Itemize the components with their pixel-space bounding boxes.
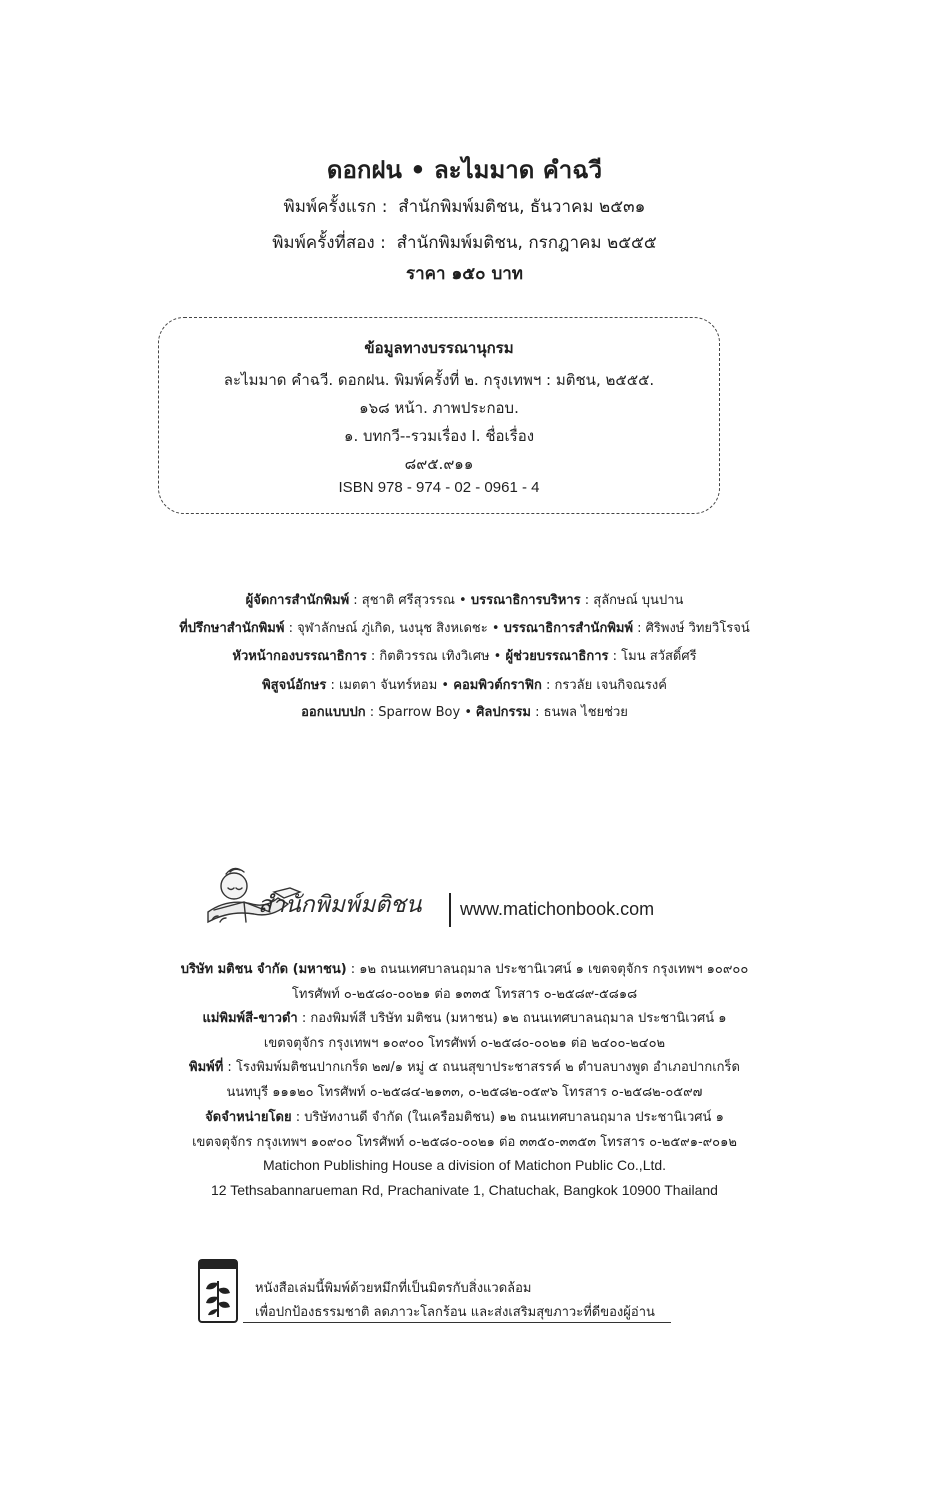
cataloging-class-number: ๘๙๕.๙๑๑ — [404, 455, 474, 473]
credit-label: ออกแบบปก — [301, 705, 366, 720]
credit-line — [0, 617, 929, 638]
distributor-text: : บริษัทงานดี จำกัด (ในเครือมติชน) ๑๒ ถนนเทศบาลนฤมาล ประชานิเวศน์ ๑ — [291, 1110, 724, 1125]
price: ราคา ๑๕๐ บาท — [405, 264, 523, 284]
cataloging-box — [158, 317, 720, 514]
credit-label: ศิลปกรรม — [476, 705, 532, 720]
website-url[interactable]: www.matichonbook.com — [460, 899, 655, 919]
first-edition-label: พิมพ์ครั้งแรก : — [283, 197, 388, 217]
distributor-contact: เขตจตุจักร กรุงเทพฯ ๑๐๙๐๐ โทรศัพท์ ๐-๒๕๘๐-๐๐๒๑ ต่อ ๓๓๕๐-๓๓๕๓ โทรสาร ๐-๒๕๙๑-๙๐๑๒ — [192, 1135, 737, 1150]
logo-script-text: สำนักพิมพ์มติชน — [258, 892, 422, 918]
credit-label: ที่ปรึกษาสำนักพิมพ์ — [179, 621, 285, 636]
isbn: ISBN 978 - 974 - 02 - 0961 - 4 — [338, 479, 540, 496]
printer-contact: นนทบุรี ๑๑๑๒๐ โทรศัพท์ ๐-๒๕๘๔-๒๑๓๓, ๐-๒๕๘๒-๐๕๙๖ โทรสาร ๐-๒๕๘๒-๐๕๙๗ — [226, 1085, 703, 1100]
credit-value: : ธนพล ไชยช่วย — [531, 705, 628, 720]
credit-value: : สุชาติ ศรีสุวรรณ • — [349, 593, 471, 608]
publisher-company-line — [0, 958, 929, 979]
cataloging-pages: ๑๖๘ หน้า. ภาพประกอบ. — [359, 399, 519, 417]
color-plate-line — [0, 1007, 929, 1028]
credit-label: ผู้ช่วยบรรณาธิการ — [505, 649, 609, 664]
first-edition-value: สำนักพิมพ์มติชน, ธันวาคม ๒๕๓๑ — [398, 197, 646, 217]
cataloging-citation: ละไมมาด คำฉวี. ดอกฝน. พิมพ์ครั้งที่ ๒. กรุงเทพฯ : มติชน, ๒๕๕๕. — [223, 371, 655, 389]
second-edition-line — [0, 229, 929, 256]
english-publisher-address: 12 Tethsabannarueman Rd, Prachanivate 1, Chatuchak, Bangkok 10900 Thailand — [211, 1182, 718, 1198]
credit-label: บรรณาธิการสำนักพิมพ์ — [503, 621, 634, 636]
credit-label: คอมพิวต์กราฟิก — [453, 678, 542, 693]
matichon-logo-icon — [200, 866, 448, 930]
eco-book-leaf-icon — [198, 1259, 238, 1323]
credit-line — [0, 674, 929, 695]
credit-line — [0, 589, 929, 610]
credit-value: : กิตติวรรณ เทิงวิเศษ • — [366, 649, 506, 664]
publisher-label: บริษัท มติชน จำกัด (มหาชน) — [180, 962, 347, 977]
logo-divider — [449, 893, 451, 927]
credit-value: : กรวลัย เจนกิจณรงค์ — [541, 678, 667, 693]
credit-value: : ศิริพงษ์ วิทยวิโรจน์ — [633, 621, 750, 636]
credit-value: : โมน สวัสดิ์ศรี — [608, 649, 697, 664]
credit-label: พิสูจน์อักษร — [262, 678, 327, 693]
credit-label: บรรณาธิการบริหาร — [470, 593, 581, 608]
credit-value: : จุฬาลักษณ์ ภู่เกิด, นงนุช สิงหเดชะ • — [284, 621, 504, 636]
color-plate-text: : กองพิมพ์สี บริษัท มติชน (มหาชน) ๑๒ ถนนเทศบาลนฤมาล ประชานิเวศน์ ๑ — [297, 1011, 727, 1026]
publisher-phone: โทรศัพท์ ๐-๒๕๘๐-๐๐๒๑ ต่อ ๑๓๓๕ โทรสาร ๐-๒๕๘๙-๕๘๑๘ — [291, 987, 638, 1002]
credit-line — [0, 645, 929, 666]
credit-value: : เมตตา จันทร์หอม • — [326, 678, 454, 693]
eco-note-line1: หนังสือเล่มนี้พิมพ์ด้วยหมึกที่เป็นมิตรกับสิ่งแวดล้อม — [255, 1281, 532, 1296]
color-plate-contact: เขตจตุจักร กรุงเทพฯ ๑๐๙๐๐ โทรศัพท์ ๐-๒๕๘๐-๐๐๒๑ ต่อ ๒๔๐๐-๒๔๐๒ — [263, 1036, 666, 1051]
eco-note-line2: เพื่อปกป้องธรรมชาติ ลดภาวะโลกร้อน และส่งเสริมสุขภาวะที่ดีของผู้อ่าน — [255, 1305, 655, 1320]
printer-line — [0, 1056, 929, 1077]
credit-line — [0, 701, 929, 722]
credit-label: หัวหน้ากองบรรณาธิการ — [232, 649, 367, 664]
credit-label: ผู้จัดการสำนักพิมพ์ — [245, 593, 350, 608]
credit-value: : สุลักษณ์ บุนปาน — [580, 593, 684, 608]
distributor-label: จัดจำหน่ายโดย — [205, 1110, 292, 1125]
first-edition-line — [0, 193, 929, 220]
publisher-address: : ๑๒ ถนนเทศบาลนฤมาล ประชานิเวศน์ ๑ เขตจตุจักร กรุงเทพฯ ๑๐๙๐๐ — [346, 962, 749, 977]
eco-underline — [243, 1322, 671, 1323]
english-publisher-name: Matichon Publishing House a division of Matichon Public Co.,Ltd. — [262, 1157, 667, 1173]
distributor-line — [0, 1106, 929, 1127]
color-plate-label: แม่พิมพ์สี-ขาวดำ — [202, 1011, 298, 1026]
book-title: ดอกฝน • ละไมมาด คำฉวี — [326, 156, 603, 184]
cataloging-subject: ๑. บทกวี--รวมเรื่อง I. ชื่อเรื่อง — [343, 427, 535, 445]
printer-label: พิมพ์ที่ — [189, 1060, 224, 1075]
printer-text: : โรงพิมพ์มติชนปากเกร็ด ๒๗/๑ หมู่ ๕ ถนนสุขาประชาสรรค์ ๒ ตำบลบางพูด อำเภอปากเกร็ด — [223, 1060, 740, 1075]
cataloging-heading: ข้อมูลทางบรรณานุกรม — [364, 339, 514, 357]
second-edition-value: สำนักพิมพ์มติชน, กรกฎาคม ๒๕๕๕ — [396, 233, 657, 253]
credit-value: : Sparrow Boy • — [365, 705, 477, 720]
second-edition-label: พิมพ์ครั้งที่สอง : — [272, 233, 386, 253]
